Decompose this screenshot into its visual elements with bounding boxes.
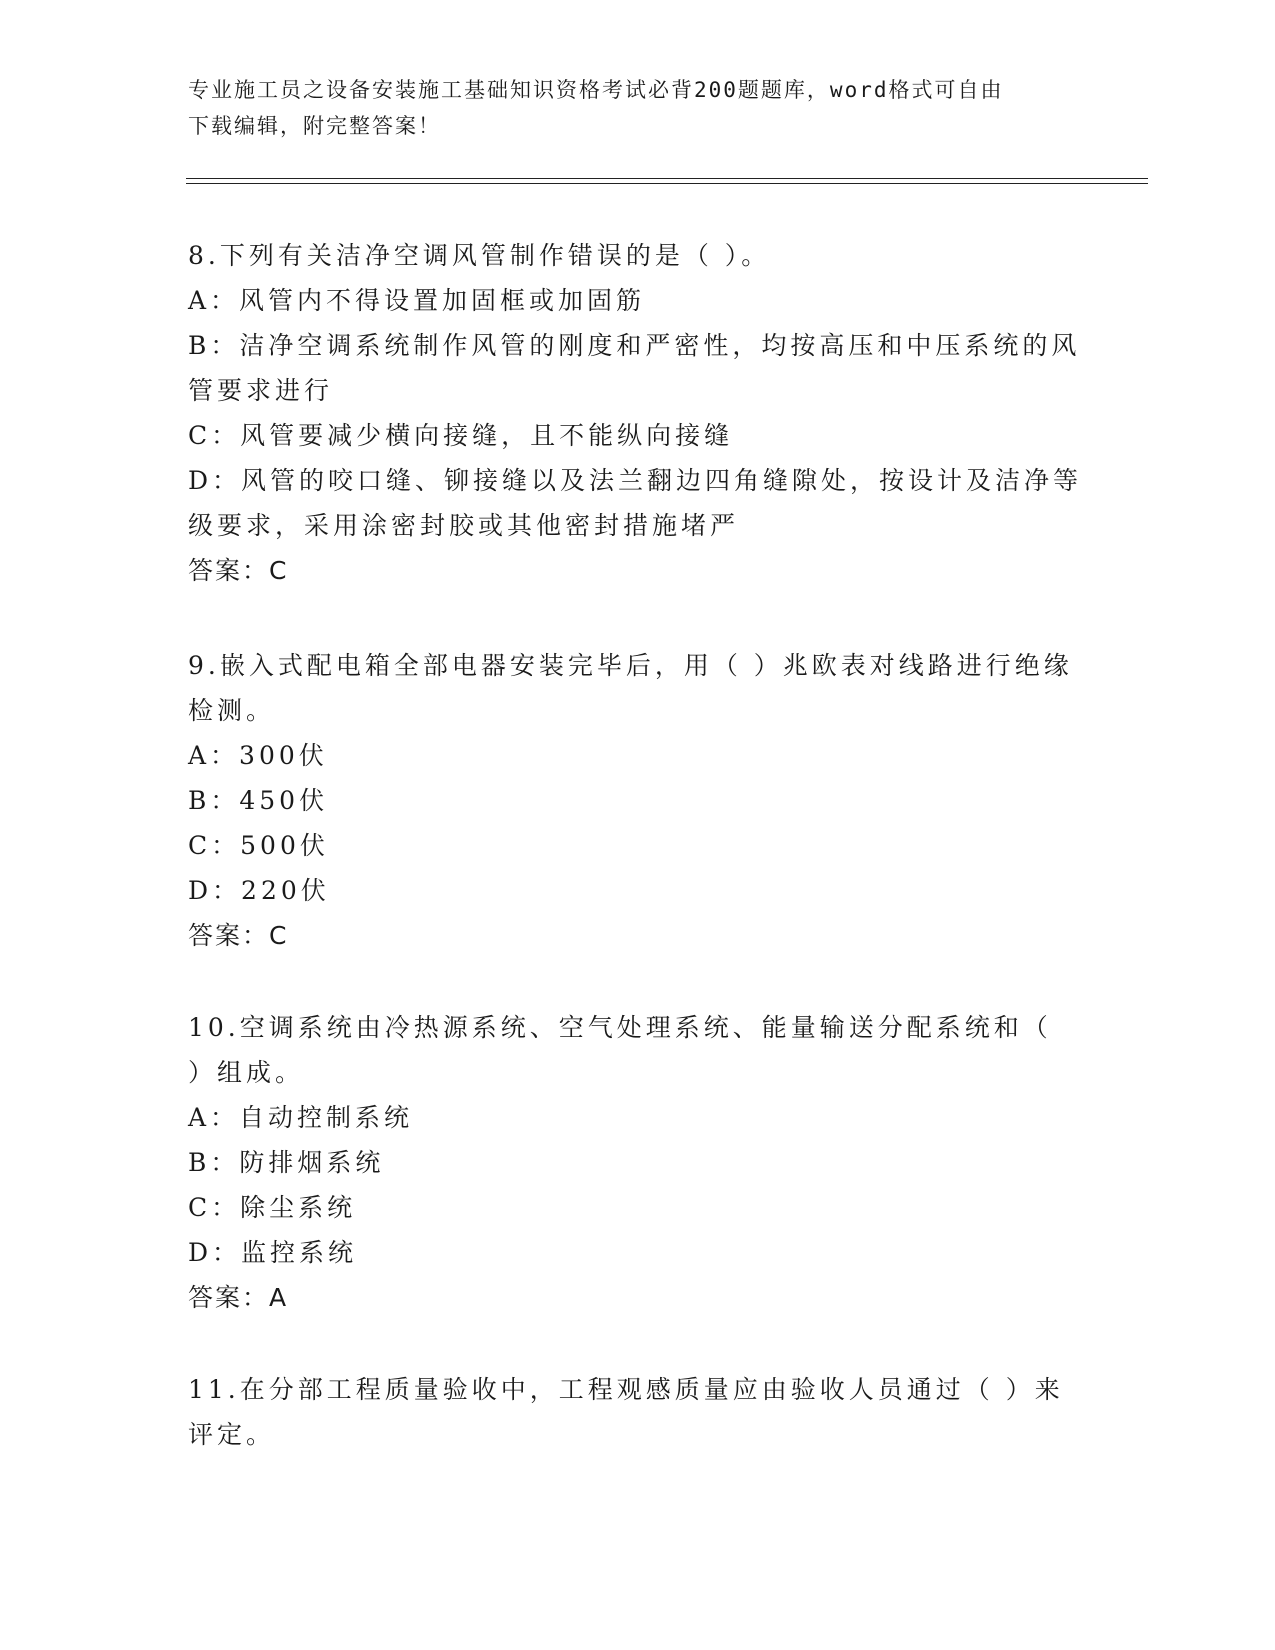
question-stem: 11.在分部工程质量验收中，工程观感质量应由验收人员通过（ ）来 <box>188 1375 1064 1404</box>
question-8 <box>188 233 1083 593</box>
option-a: A：风管内不得设置加固框或加固筋 <box>188 286 646 315</box>
option-d: D：监控系统 <box>188 1238 358 1267</box>
option-d-continued: 级要求，采用涂密封胶或其他密封措施堵严 <box>188 511 740 540</box>
header-divider-bottom <box>186 183 1148 184</box>
question-stem: 8.下列有关洁净空调风管制作错误的是（ ）。 <box>188 241 771 270</box>
option-c: C：风管要减少横向接缝，且不能纵向接缝 <box>188 421 734 450</box>
question-stem-continued: ）组成。 <box>188 1058 305 1087</box>
question-11 <box>188 1367 1068 1457</box>
option-b: B：洁净空调系统制作风管的刚度和严密性，均按高压和中压系统的风 <box>188 331 1081 360</box>
header-divider-top <box>186 178 1148 179</box>
header-line-2: 下载编辑，附完整答案！ <box>188 114 441 138</box>
option-b: B：防排烟系统 <box>188 1148 385 1177</box>
option-d: D：风管的咬口缝、铆接缝以及法兰翻边四角缝隙处，按设计及洁净等 <box>188 466 1083 495</box>
question-stem: 9.嵌入式配电箱全部电器安装完毕后，用（ ）兆欧表对线路进行绝缘 <box>188 651 1073 680</box>
option-c: C：除尘系统 <box>188 1193 357 1222</box>
answer: 答案：C <box>188 556 289 585</box>
answer: 答案：C <box>188 921 289 950</box>
option-c: C：500伏 <box>188 831 329 860</box>
question-stem: 10.空调系统由冷热源系统、空气处理系统、能量输送分配系统和（ <box>188 1013 1052 1042</box>
question-9 <box>188 643 1073 958</box>
option-a: A：300伏 <box>188 741 328 770</box>
option-b-continued: 管要求进行 <box>188 376 334 405</box>
question-10 <box>188 1005 1068 1320</box>
option-d: D：220伏 <box>188 876 330 905</box>
answer: 答案：A <box>188 1283 289 1312</box>
option-a: A：自动控制系统 <box>188 1103 414 1132</box>
question-stem-continued: 检测。 <box>188 696 276 725</box>
document-header <box>188 72 1068 144</box>
question-stem-continued: 评定。 <box>188 1420 276 1449</box>
option-b: B：450伏 <box>188 786 329 815</box>
header-line-1: 专业施工员之设备安装施工基础知识资格考试必背200题题库，word格式可自由 <box>188 78 1004 102</box>
